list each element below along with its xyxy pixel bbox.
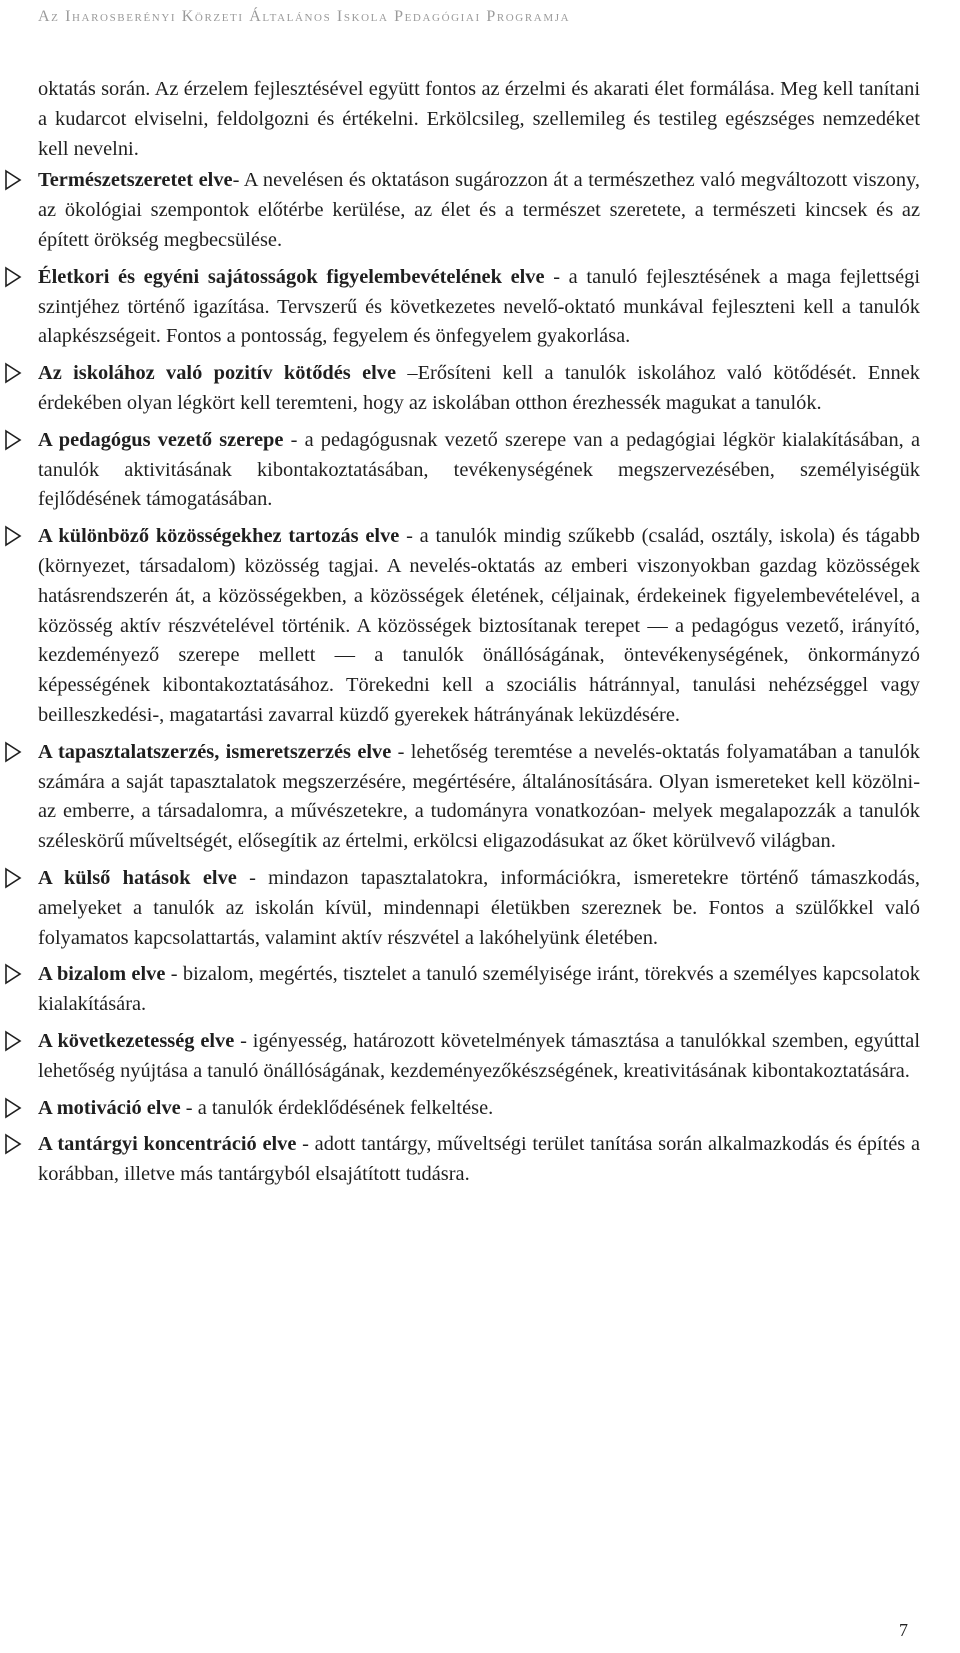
arrowhead-bullet-icon <box>3 739 23 765</box>
principle-term: A motiváció elve <box>38 1096 181 1119</box>
principles-list <box>38 166 920 1190</box>
principle-description: - a tanuló fejlesztésének a maga fejlettségi szintjéhez történő igazítása. Tervszerű és következetes nevelő-oktató munkával fejleszteni kell a tanulók alapkészségeit. Fontos a pontosság, fegyelem és önfegyelem gyakorlása. <box>38 265 920 348</box>
principle-term: A tapasztalatszerzés, ismeretszerzés elve <box>38 740 392 763</box>
principle-term: A külső hatások elve <box>38 866 237 889</box>
principle-description: - adott tantárgy, műveltségi terület tanítása során alkalmazkodás és építés a korábban, illetve más tantárgyból elsajátított tudásra. <box>38 1133 920 1186</box>
principle-term: A különböző közösségekhez tartozás elve <box>38 525 400 548</box>
principle-item-9 <box>38 1027 920 1087</box>
principle-description: - mindazon tapasztalatokra, információkra, ismeretekre történő támaszkodás, amelyeket a tanulók az iskolán kívül, mindennapi életükben szereznek be. Fontos a szülőkkel való folyamatos kapcsolattartás, valamint aktív részvétel a lakóhelyünk életében. <box>38 866 920 949</box>
principle-item-7 <box>38 864 920 953</box>
principle-term: A tantárgyi koncentráció elve <box>38 1133 297 1156</box>
intro-paragraph: oktatás során. Az érzelem fejlesztésével együtt fontos az érzelmi és akarati élet formálása. Meg kell tanítani a kudarcot elviselni, feldolgozni és értékelni. Erkölcsileg, szellemileg és testileg egészséges nemzedéket kell nevelni. <box>38 78 920 160</box>
principle-item-4 <box>38 426 920 515</box>
arrowhead-bullet-icon <box>3 360 23 386</box>
principle-term: Természetszeretet elve <box>38 169 233 192</box>
principle-description: - a tanulók mindig szűkebb (család, osztály, iskola) és tágabb (környezet, társadalom) közösség tagjai. A nevelés-oktatás az emberi viszonyokban gazdag közösségek hatásrendszerén át, a közösségekben, a közösségek életének, céljainak, érdekeinek figyelembevételével, a közösség aktív részvételével történik. A közösségek biztosítanak terepet — a pedagógus vezető, irányító, kezdeményező szerepe mellett — a tanulók önállóságának, öntevékenységének, önkormányzó képességének kibontakoztatásához. Törekedni kell a szociális hátránnyal, tanulási nehézséggel vagy beilleszkedési-, magatartási zavarral küzdő gyerekek hátrányának leküzdésére. <box>38 525 920 726</box>
principle-item-5 <box>38 522 920 731</box>
principle-description: - bizalom, megértés, tisztelet a tanuló személyisége iránt, törekvés a személyes kapcsolatok kialakítására. <box>38 963 920 1016</box>
principle-description: - A nevelésen és oktatáson sugározzon át a természethez való megváltozott viszony, az ökológiai szempontok előtérbe kerülése, az élet és a természet szeretete, a természeti kincsek és az épített örökség megbecsülése. <box>38 169 920 251</box>
principle-item-3 <box>38 359 920 419</box>
principle-description: –Erősíteni kell a tanulók iskolához való kötődését. Ennek érdekében olyan légkört kell teremteni, hogy az iskolában otthon érezhessék magukat a tanulók. <box>38 362 920 414</box>
principle-term: A bizalom elve <box>38 963 166 986</box>
arrowhead-bullet-icon <box>3 167 23 193</box>
principle-item-11 <box>38 1130 920 1190</box>
page-number: 7 <box>899 1620 908 1640</box>
arrowhead-bullet-icon <box>3 427 23 453</box>
principle-term: Életkori és egyéni sajátosságok figyelembevételének elve <box>38 265 545 288</box>
arrowhead-bullet-icon <box>3 865 23 891</box>
principle-description: - a tanulók érdeklődésének felkeltése. <box>180 1096 494 1119</box>
principle-term: A következetesség elve <box>38 1029 235 1052</box>
arrowhead-bullet-icon <box>3 1095 23 1121</box>
arrowhead-bullet-icon <box>3 961 23 987</box>
principle-item-6 <box>38 738 920 857</box>
principle-item-8 <box>38 960 920 1020</box>
principle-term: Az iskolához való pozitív kötődés elve <box>38 362 397 385</box>
arrowhead-bullet-icon <box>3 264 23 290</box>
arrowhead-bullet-icon <box>3 1028 23 1054</box>
principle-description: - lehetőség teremtése a nevelés-oktatás folyamatában a tanulók számára a saját tapasztalatok megszerzésére, megértésére, általánosítására. Olyan ismereteket kell közölni- az emberre, a társadalomra, a művészetekre, a tudományra vonatkozóan- melyek megalapozzák a tanulók széleskörű műveltségét, elősegítik az értelmi, erkölcsi eligazodásukat az őket körülvevő világban. <box>38 740 921 853</box>
document-body <box>38 75 920 1197</box>
arrowhead-bullet-icon <box>3 523 23 549</box>
principle-item-2 <box>38 263 920 352</box>
principle-item-1 <box>38 166 920 255</box>
principle-term: A pedagógus vezető szerepe <box>38 428 284 451</box>
arrowhead-bullet-icon <box>3 1131 23 1157</box>
page-header: Az Iharosberényi Körzeti Általános Iskola Pedagógiai Programja <box>38 8 571 25</box>
principle-item-10 <box>38 1094 920 1124</box>
principle-description: - a pedagógusnak vezető szerepe van a pedagógiai légkör kialakításában, a tanulók aktivitásának kibontakoztatásában, tevékenységének megszervezésében, személyiségük fejlődésének támogatásában. <box>38 428 921 511</box>
principle-description: - igényesség, határozott követelmények támasztása a tanulókkal szemben, egyúttal lehetőség nyújtása a tanuló önállóságának, kezdeményezőkészségének, kreativitásának kibontakoztatására. <box>38 1029 920 1082</box>
